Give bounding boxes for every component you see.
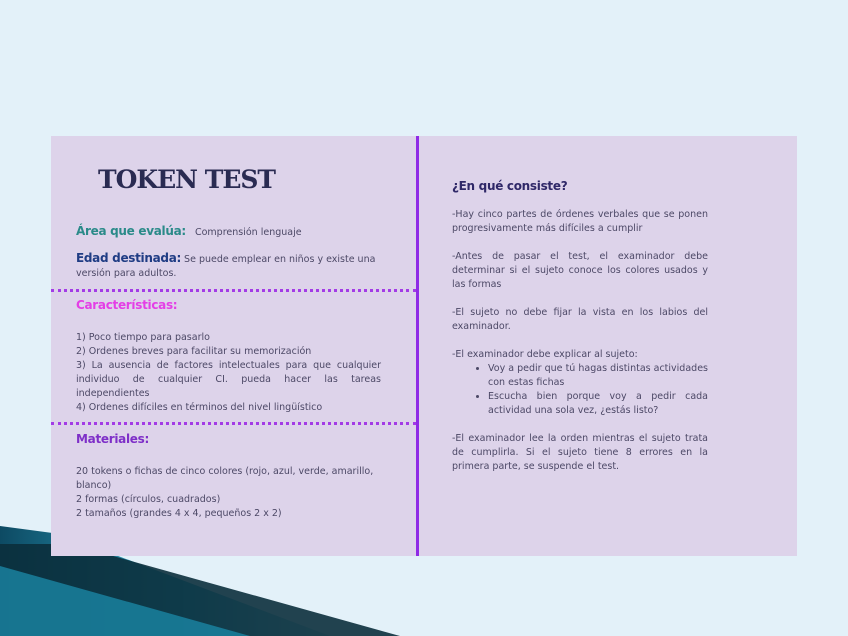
consiste-bullets	[452, 362, 708, 418]
list-item: • Escucha bien porque voy a pedir cada actividad una sola vez, ¿estás listo?	[488, 390, 708, 418]
materiales-heading: Materiales:	[76, 432, 149, 446]
area-label: Área que evalúa:	[76, 224, 186, 238]
edad-label: Edad destinada:	[76, 251, 182, 265]
dotted-separator	[51, 289, 416, 292]
column-divider	[416, 136, 419, 556]
area-value: Comprensión lenguaje	[194, 227, 302, 238]
area-evalua	[76, 220, 376, 240]
list-item: 2 tamaños (grandes 4 x 4, pequeños 2 x 2)	[76, 508, 282, 519]
list-item: 2) Ordenes breves para facilitar su memorización	[76, 346, 312, 357]
caracteristicas-heading: Características:	[76, 298, 178, 312]
list-item: 1) Poco tiempo para pasarlo	[76, 332, 210, 343]
list-item: 20 tokens o fichas de cinco colores (rojo, azul, verde, amarillo, blanco)	[76, 466, 374, 491]
list-item: 3) La ausencia de factores intelectuales para que cualquier individuo de cualquier CI. pueda hacer las tareas independientes	[76, 360, 381, 399]
list-item: • Voy a pedir que tú hagas distintas actividades con estas fichas	[488, 362, 708, 390]
consiste-p5: -El examinador lee la orden mientras el sujeto trata de cumplirla. Si el sujeto tiene 8 errores en la primera parte, se suspende el test.	[452, 433, 708, 472]
edad-value: Se puede emplear en niños y existe una versión para adultos.	[76, 254, 376, 279]
consiste-p4: -El examinador debe explicar al sujeto:	[452, 349, 638, 360]
consiste-p2: -Antes de pasar el test, el examinador debe determinar si el sujeto conoce los colores usados y las formas	[452, 251, 708, 290]
consiste-p3: -El sujeto no debe fijar la vista en los labios del examinador.	[452, 307, 708, 332]
dotted-separator	[51, 422, 416, 425]
list-item: 2 formas (círculos, cuadrados)	[76, 494, 221, 505]
caracteristicas-list	[76, 331, 381, 415]
consiste-p1: -Hay cinco partes de órdenes verbales que se ponen progresivamente más difíciles a cumplir	[452, 209, 708, 234]
consiste-heading: ¿En qué consiste?	[452, 179, 568, 193]
page-title: TOKEN TEST	[98, 165, 276, 194]
materiales-list	[76, 465, 381, 521]
list-item: 4) Ordenes difíciles en términos del nivel lingüístico	[76, 402, 323, 413]
edad-destinada	[76, 251, 381, 281]
